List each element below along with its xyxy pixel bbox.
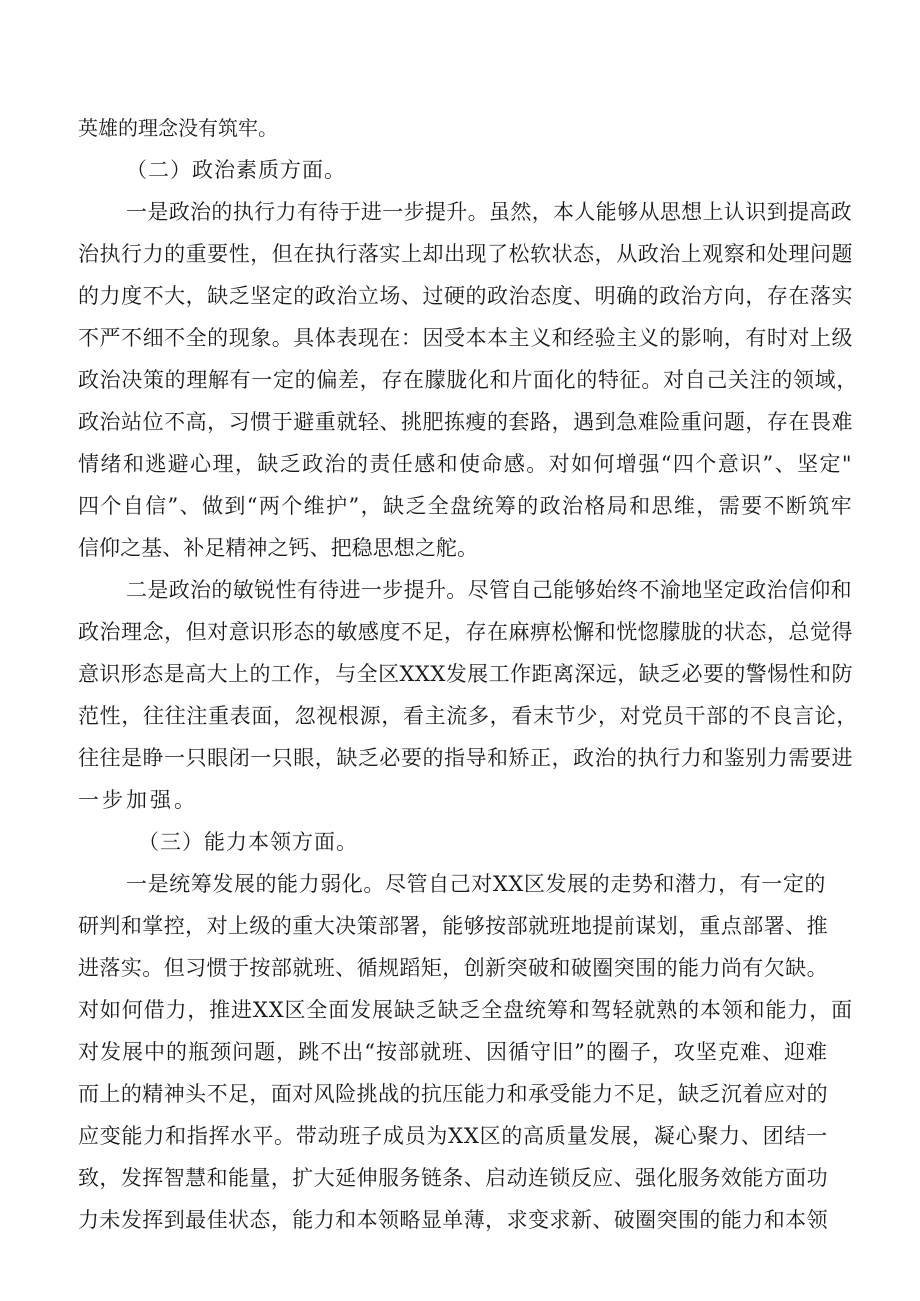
text-line: 致，发挥智慧和能量，扩大延伸服务链条、启动连锁反应、强化服务效能方面功 bbox=[78, 1166, 828, 1190]
text-line: 政治决策的理解有一定的偏差，存在朦胧化和片面化的特征。对自己关注的领域， bbox=[78, 368, 858, 392]
text-line: 信仰之基、补足精神之钙、把稳思想之舵。 bbox=[78, 536, 478, 560]
text-line: 意识形态是高大上的工作，与全区XXX发展工作距离深远，缺乏必要的警惕性和防 bbox=[78, 662, 853, 686]
text-line: 政治理念，但对意识形态的敏感度不足，存在麻痹松懈和恍惚朦胧的状态，总觉得 bbox=[78, 620, 853, 644]
text-line: 四个自信”、做到“两个维护”，缺乏全盘统筹的政治格局和思维，需要不断筑牢 bbox=[78, 494, 853, 518]
text-line: 对如何借力，推进XX区全面发展缺乏缺乏全盘统筹和驾轻就熟的本领和能力，面 bbox=[78, 998, 853, 1022]
text-line: 二是政治的敏锐性有待进一步提升。尽管自己能够始终不渝地坚定政治信仰和 bbox=[126, 578, 852, 602]
text-line: 而上的精神头不足，面对风险挑战的抗压能力和承受能力不足，缺乏沉着应对的 bbox=[78, 1082, 828, 1106]
text-line: 对发展中的瓶颈问题，跳不出“按部就班、因循守旧”的圈子，攻坚克难、迎难 bbox=[78, 1040, 828, 1064]
text-line: 一是政治的执行力有待于进一步提升。虽然，本人能够从思想上认识到提高政 bbox=[126, 200, 852, 224]
text-line: 一步加强。 bbox=[78, 788, 198, 812]
text-line: 研判和掌控，对上级的重大决策部署，能够按部就班地提前谋划，重点部署、推 bbox=[78, 914, 828, 938]
section-heading: （二）政治素质方面。 bbox=[126, 158, 346, 182]
text-line: 往往是睁一只眼闭一只眼，缺乏必要的指导和矫正，政治的执行力和鉴别力需要进 bbox=[78, 746, 853, 770]
text-line: 范性，往往注重表面，忽视根源，看主流多，看末节少，对党员干部的不良言论， bbox=[78, 704, 858, 728]
text-line: 不严不细不全的现象。具体表现在：因受本本主义和经验主义的影响，有时对上级 bbox=[78, 326, 853, 350]
text-line: 政治站位不高，习惯于避重就轻、挑肥拣瘦的套路，遇到急难险重问题，存在畏难 bbox=[78, 410, 853, 434]
text-line: 一是统筹发展的能力弱化。尽管自己对XX区发展的走势和潜力，有一定的 bbox=[126, 872, 826, 896]
text-line: 治执行力的重要性，但在执行落实上却出现了松软状态，从政治上观察和处理问题 bbox=[78, 242, 853, 266]
text-line: 英雄的理念没有筑牢。 bbox=[78, 116, 278, 140]
text-line: 应变能力和指挥水平。带动班子成员为XX区的高质量发展，凝心聚力、团结一 bbox=[78, 1124, 828, 1148]
text-line: 的力度不大，缺乏坚定的政治立场、过硬的政治态度、明确的政治方向，存在落实 bbox=[78, 284, 853, 308]
text-line: 进落实。但习惯于按部就班、循规蹈矩，创新突破和破圈突围的能力尚有欠缺。 bbox=[78, 956, 828, 980]
text-line: 力未发挥到最佳状态，能力和本领略显单薄，求变求新、破圈突围的能力和本领 bbox=[78, 1208, 828, 1232]
text-line: 情绪和逃避心理，缺乏政治的责任感和使命感。对如何增强“四个意识”、坚定" bbox=[78, 452, 853, 476]
section-heading: （三）能力本领方面。 bbox=[138, 830, 358, 854]
